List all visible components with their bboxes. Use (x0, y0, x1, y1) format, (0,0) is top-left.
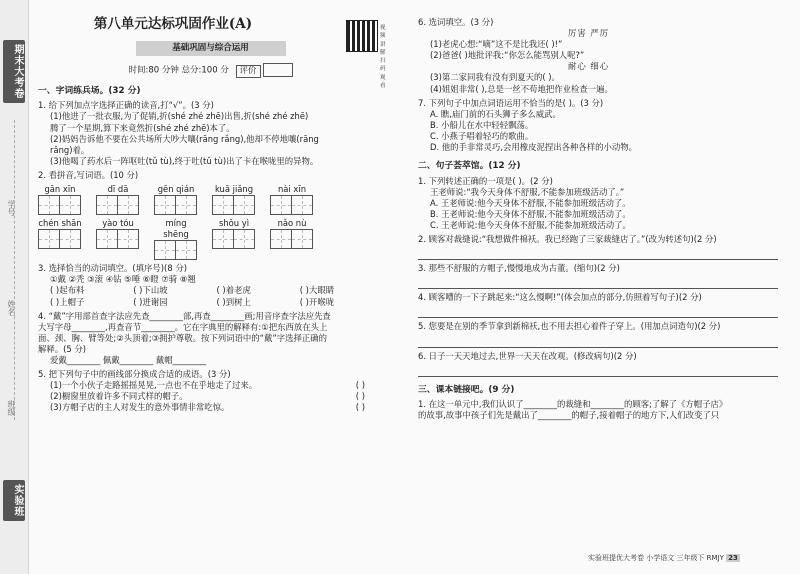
writing-grid[interactable] (270, 195, 314, 215)
question: 3. 那些不舒服的方帽子,慢慢地成为古董。(缩句)(2 分) (418, 263, 620, 274)
question-line: 解释。(5 分) (38, 343, 87, 354)
pinyin-text: míng shēng (163, 218, 189, 240)
question-line: rǎng)着。 (50, 144, 90, 155)
verb-options: ①戴 ②秃 ③滚 ④钻 ⑤唾 ⑥瞪 ⑦骑 ⑧翘 (50, 274, 196, 285)
writing-grid[interactable] (154, 195, 198, 215)
verb-blank[interactable]: ( )进谢园 (133, 296, 168, 307)
question-line: 面、颈、胸、臂等处;②头顶着;③拥护尊敬。按下列词语中的“戴”字选择正确的 (38, 332, 327, 343)
side-label-name: 姓名 (7, 300, 16, 316)
footer-text: 实验班提优大考卷 小学语文 三年级下 RMJY (588, 554, 724, 562)
answer-line[interactable] (418, 276, 778, 289)
word-choices: 厉害 严厉 (568, 28, 610, 39)
side-badge-bottom: 实验班 (3, 480, 25, 521)
choice-option[interactable]: C. 王老师说:他今天身体不舒服,不能参加班级活动了。 (430, 220, 631, 231)
pinyin-text: gēn qián (157, 184, 195, 195)
page-number: 23 (728, 554, 738, 562)
choice-option[interactable]: B. 小船儿在水中轻轻飘荡。 (430, 119, 534, 130)
choice-option[interactable]: B. 王老师说:他今天身体不舒服,不能参加班级活动了。 (430, 209, 631, 220)
pinyin-text: yào tóu (102, 218, 134, 229)
choice-option[interactable]: A. 王老师说:他今天身体不舒服,不能参加班级活动了。 (430, 197, 631, 208)
question: 6. 选词填空。(3 分) (418, 17, 494, 27)
pinyin-item (212, 218, 256, 260)
verb-blank[interactable]: ( )着老虎 (216, 285, 251, 296)
pinyin-item (154, 184, 198, 215)
eval-box[interactable] (263, 63, 293, 77)
right-column (418, 14, 788, 421)
section-heading: 二、句子荟萃馆。(12 分) (418, 161, 521, 172)
pinyin-item (270, 184, 314, 215)
writing-grid[interactable] (270, 229, 314, 249)
question-line[interactable]: (3)第二家同我有没有到夏天的( )。 (430, 72, 560, 83)
page-title: 第八单元达标巩固作业(A) (93, 16, 253, 32)
question: 4. 顾客嘈的一下子跳起来:“这么慢啊!”(体会加点的部分,仿照着写句子)(2 分) (418, 292, 702, 303)
writing-grid[interactable] (212, 229, 256, 249)
exam-meta (38, 63, 383, 78)
answer-line[interactable] (418, 247, 778, 260)
pinyin-text: shǒu yì (218, 218, 250, 229)
idiom-line (38, 391, 383, 402)
cut-line (14, 120, 15, 420)
question: 2. 顾客对裁缝说:“我想做件棉袄。我已经跑了三家裁缝店了。”(改为转述句)(2 分) (418, 234, 717, 245)
question: 6. 日子一天天地过去,世界一天天在改观。(修改病句)(2 分) (418, 350, 637, 361)
side-badge-top: 期末大考卷 (3, 40, 25, 103)
question-line: 腾了一个星期,算下来竟然折(shé zhé zhē)本了。 (50, 122, 235, 133)
word-blanks[interactable]: 爱戴________ 佩戴________ 戴帽________ (50, 355, 207, 366)
question: 1. 下列转述正确的一项是( )。(2 分) (418, 175, 553, 186)
answer-line[interactable] (418, 305, 778, 318)
question: 3. 选择恰当的动词填空。(填序号)(8 分) (38, 263, 187, 274)
pinyin-item (96, 184, 140, 215)
answer-line[interactable] (418, 335, 778, 348)
writing-grid[interactable] (38, 195, 82, 215)
pinyin-text: dī dā (107, 184, 129, 195)
question-line: (1)他进了一批衣服,为了促销,折(shé zhé zhē)出售,折(shé zhé zhē) (50, 111, 309, 122)
qr-caption-line: 视频讲解 (380, 25, 386, 56)
verb-blank[interactable]: ( )到树上 (216, 296, 251, 307)
writing-grid[interactable] (96, 229, 140, 249)
choice-option[interactable]: C. 小燕子唱着轻巧的歌曲。 (430, 130, 534, 141)
writing-grid[interactable] (154, 240, 198, 260)
side-strip (0, 0, 29, 574)
left-column (38, 14, 386, 414)
choice-option[interactable]: D. 他的手非常灵巧,会用橡皮泥捏出各种各样的小动物。 (430, 142, 638, 153)
pinyin-text: chén shān (38, 218, 82, 229)
idiom-sentence: (2)橱窗里放着许多不同式样的帽子。 (50, 391, 188, 402)
question-line: (3)他喝了药水后一阵呕吐(tǔ tù),终于吐(tǔ tù)出了卡在喉咙里的异物。 (50, 155, 319, 166)
pinyin-item (38, 218, 82, 260)
answer-line[interactable] (418, 364, 778, 377)
verb-blank[interactable]: ( )上帽子 (50, 296, 85, 307)
verb-blank[interactable]: ( )大眼睛 (299, 285, 335, 296)
idiom-sentence: (1)一个小伙子走路摇摇晃晃,一点也不在乎地走了过来。 (50, 380, 258, 391)
quote-line: 王老师说:“我今天身体不舒服,不能参加班级活动了。” (430, 186, 625, 197)
question: 7. 下列句子中加点词语运用不恰当的是( )。(3 分) (418, 97, 604, 108)
qr-caption-line: 扫码观看 (380, 58, 386, 89)
word-choices: 耐心 细心 (568, 61, 610, 72)
pinyin-item (96, 218, 140, 260)
side-label-class: 班级 (7, 400, 16, 416)
pinyin-row (38, 218, 383, 260)
section-heading: 一、字词练兵场。(32 分) (38, 85, 141, 96)
idiom-sentence: (3)方帽子店的主人对发生的意外事情非常吃惊。 (50, 402, 230, 413)
qr-caption (380, 24, 386, 90)
answer-paren[interactable]: ( ) (355, 380, 365, 391)
page-footer (588, 553, 740, 563)
question-line[interactable]: 1. 在这一单元中,我们认识了________的裁缝和________的顾客;了解了《方帽子店》 (418, 399, 728, 410)
question-line: 大写字母________,再查音节________。它在字典里的解释有:①把东西放在头上 (38, 321, 328, 332)
answer-paren[interactable]: ( ) (355, 391, 365, 402)
question: 5. 您要是在别的季节拿到新棉袄,也不用去担心着件子穿上。(用加点词造句)(2 分) (418, 321, 721, 332)
side-label-id: 学号 (7, 200, 16, 216)
writing-grid[interactable] (38, 229, 82, 249)
verb-blank[interactable]: ( )起布料 (50, 285, 85, 296)
pinyin-text: kuā jiǎng (214, 184, 254, 195)
verb-blank[interactable]: ( )开喉咙 (299, 296, 335, 307)
pinyin-text: nài xīn (277, 184, 307, 195)
qr-code-icon[interactable] (346, 20, 378, 52)
writing-grid[interactable] (212, 195, 256, 215)
question: 2. 看拼音,写词语。(10 分) (38, 169, 139, 180)
pinyin-item (212, 184, 256, 215)
question: 1. 给下列加点字选择正确的读音,打“√”。(3 分) (38, 100, 214, 111)
question-line[interactable]: (1)老虎心想:“嘀”这不是比我还( )!” (430, 39, 563, 50)
section-band: 基础巩固与综合运用 (136, 41, 286, 56)
pinyin-item (154, 218, 198, 260)
question-line[interactable]: (2)爸爸( )地批评我:“你怎么能骂别人呢?” (430, 50, 585, 61)
question: 5. 把下列句子中的画线部分换成合适的成语。(3 分) (38, 369, 231, 380)
idiom-line (38, 402, 383, 413)
answer-paren[interactable]: ( ) (355, 402, 365, 413)
choice-option[interactable]: A. 瞧,庙门前的石头狮子多么威武。 (430, 108, 561, 119)
question-line: (2)妈妈告诉他不要在公共场所大吵大嚷(rāng rǎng),他却不停地嚷(rāng (50, 133, 319, 144)
question: 4. “戴”字用部首查字法应先查________部,再查________画;用音序查字法应先查 (38, 310, 331, 321)
verb-blank[interactable]: ( )下山坡 (133, 285, 168, 296)
verb-row (38, 297, 383, 308)
eval-label: 评价 (236, 65, 261, 78)
pinyin-text: gān xīn (44, 184, 76, 195)
idiom-line (38, 380, 383, 391)
pinyin-item (38, 184, 82, 215)
pinyin-item (270, 218, 314, 260)
verb-row (38, 285, 383, 296)
section-heading: 三、课本链接吧。(9 分) (418, 384, 515, 395)
pinyin-row (38, 184, 383, 215)
question-line[interactable]: (4)姐姐非常( ),总是一丝不苟地把作业检查一遍。 (430, 83, 613, 94)
question-line[interactable]: 的故事,故事中孩子们先是戴出了________的帽子,接着帽子的地方下,人们改变了只 (418, 410, 720, 421)
time-score: 时间:80 分钟 总分:100 分 (128, 65, 229, 76)
pinyin-text: nǎo nù (277, 218, 307, 229)
writing-grid[interactable] (96, 195, 140, 215)
